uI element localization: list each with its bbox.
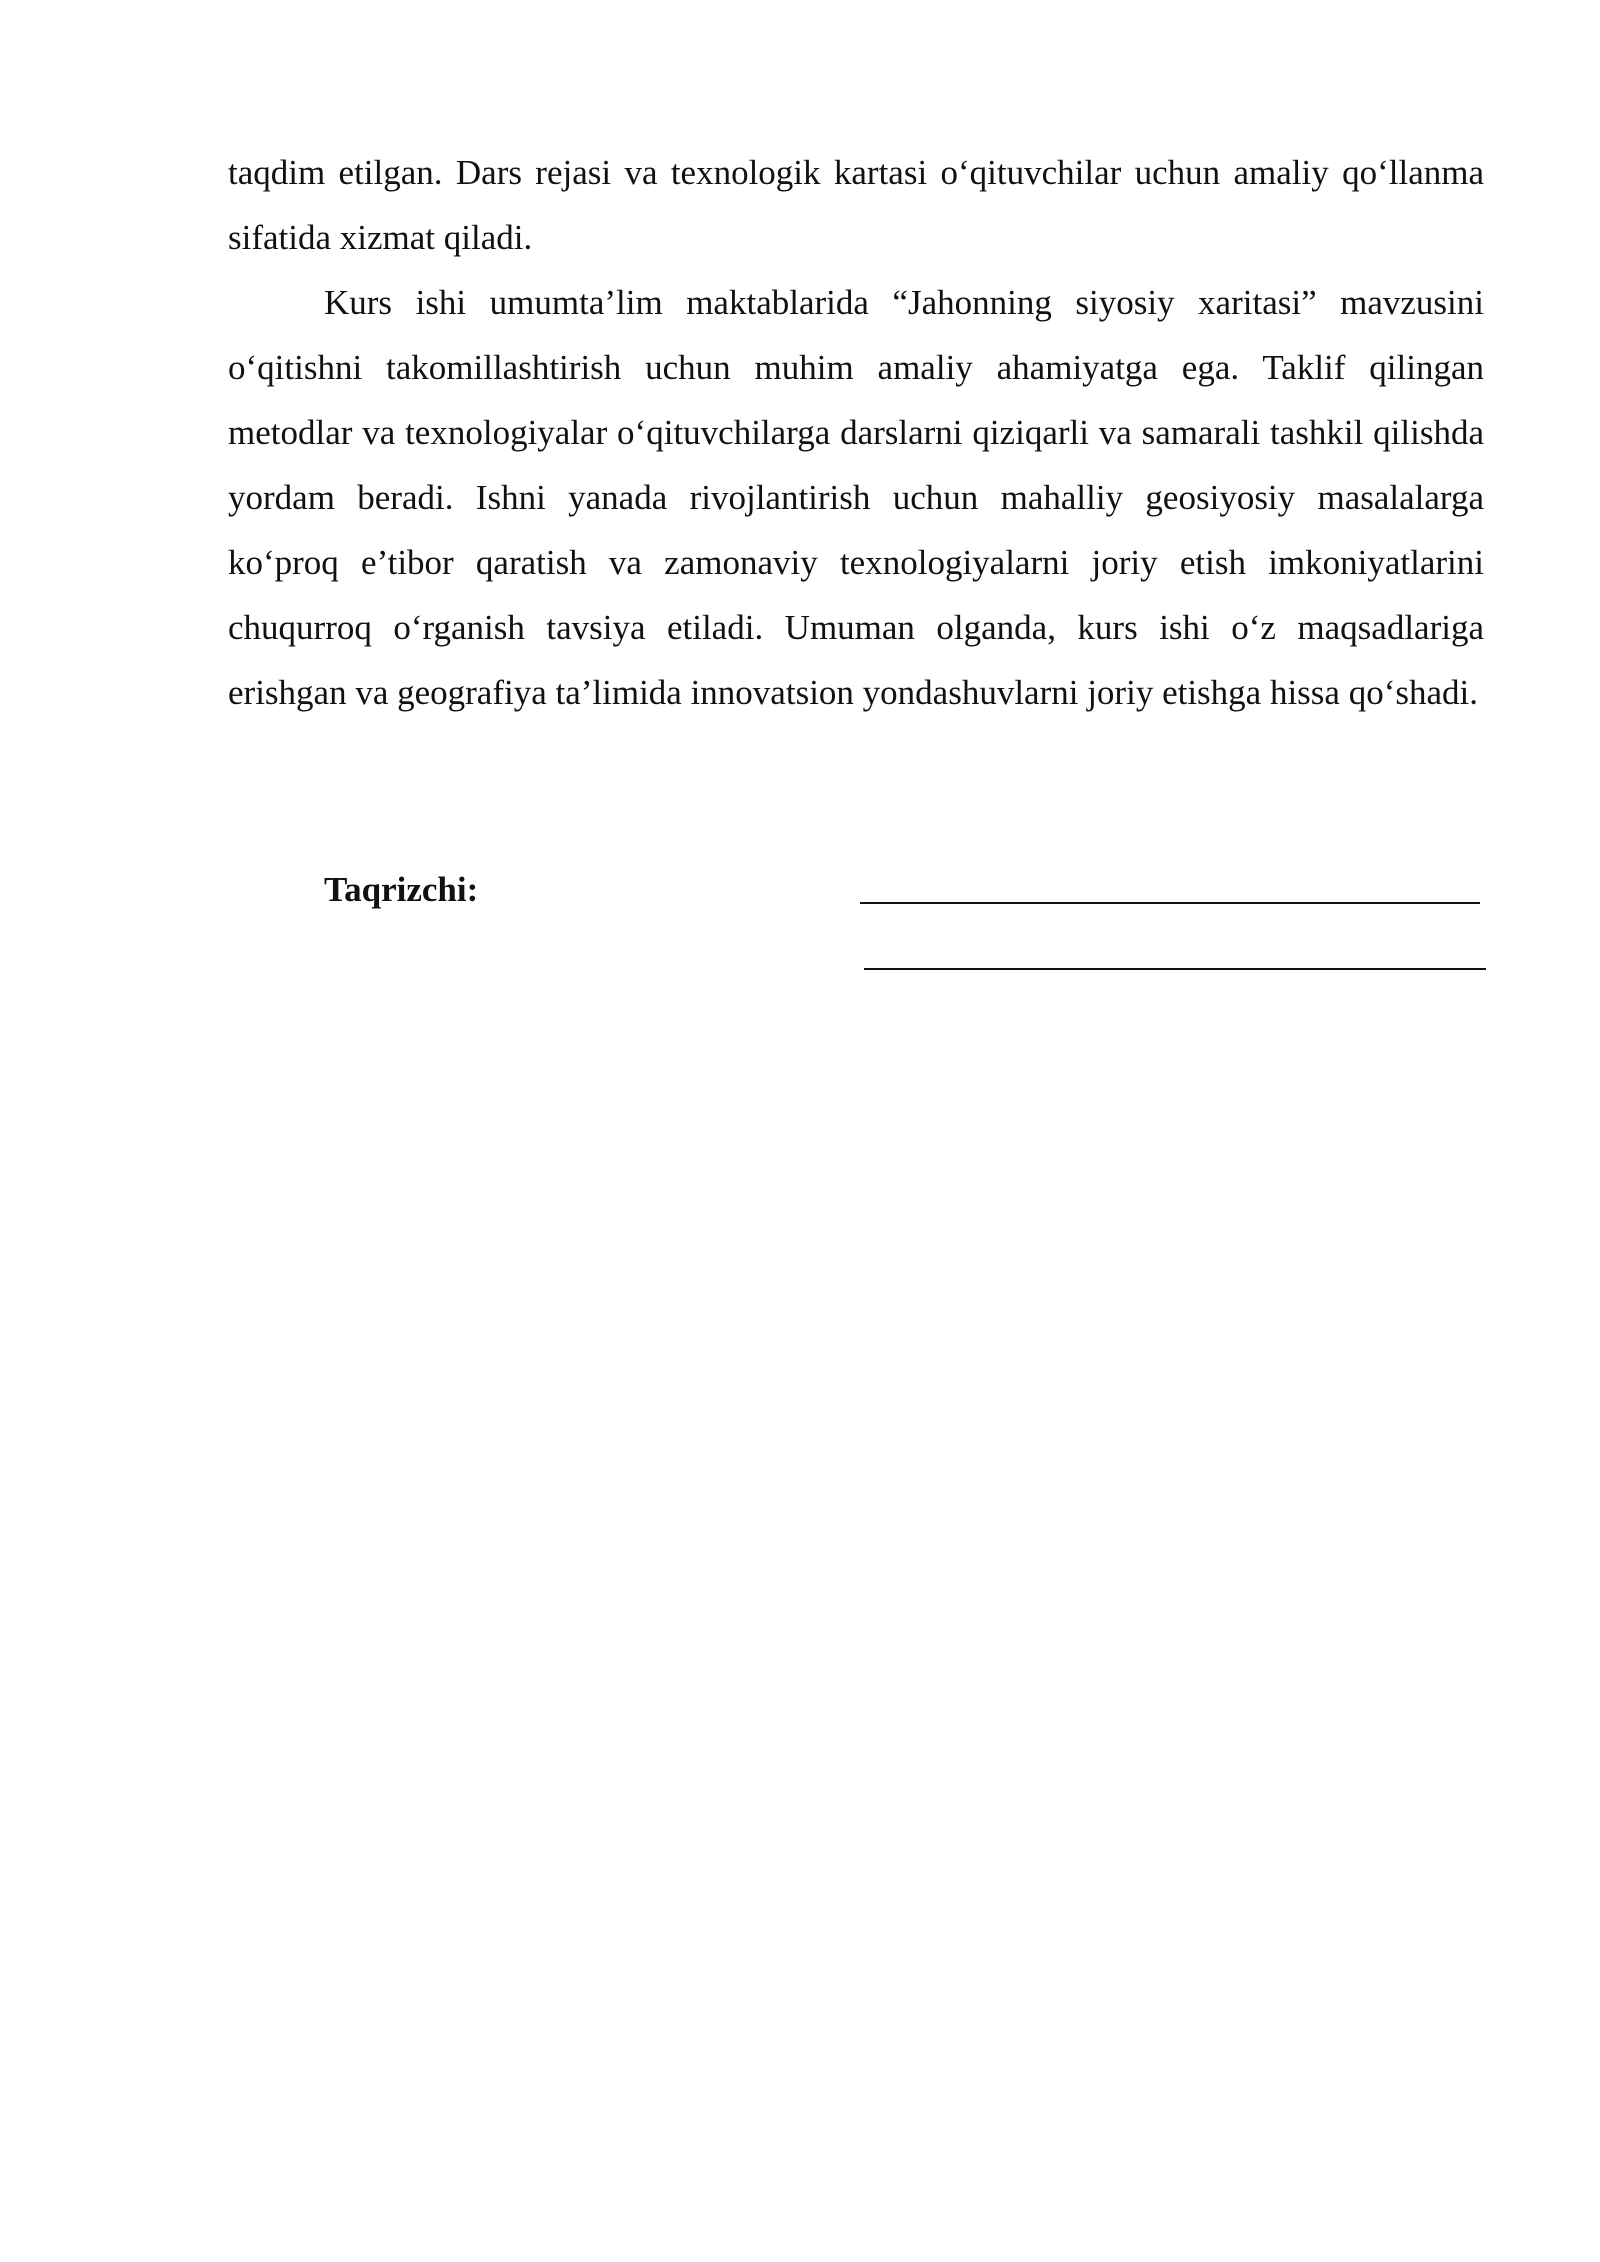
- reviewer-label: Taqrizchi:: [324, 870, 479, 909]
- paragraph-continuation: taqdim etilgan. Dars rejasi va texnologik kartasi o‘qituvchilar uchun amaliy qo‘llanma sifatida xizmat qiladi.: [228, 153, 1484, 257]
- body-text: [228, 140, 1484, 725]
- paragraph-conclusion: Kurs ishi umumta’lim maktablarida “Jahonning siyosiy xaritasi” mavzusini o‘qitishni takomillashtirish uchun muhim amaliy ahamiyatga ega. Taklif qilingan metodlar va texnologiyalar o‘qituvchilarga darslarni qiziqarli va samarali tashkil qilishda yordam beradi. Ishni yanada rivojlantirish uchun mahalliy geosiyosiy masalalarga ko‘proq e’tibor qaratish va zamonaviy texnologiyalarni joriy etish imkoniyatlarini chuqurroq o‘rganish tavsiya etiladi. Umuman olganda, kurs ishi o‘z maqsadlariga erishgan va geografiya ta’limida innovatsion yondashuvlarni joriy etishga hissa qo‘shadi.: [228, 283, 1484, 712]
- signature-line-secondary: [864, 968, 1486, 970]
- signature-line: [860, 902, 1480, 904]
